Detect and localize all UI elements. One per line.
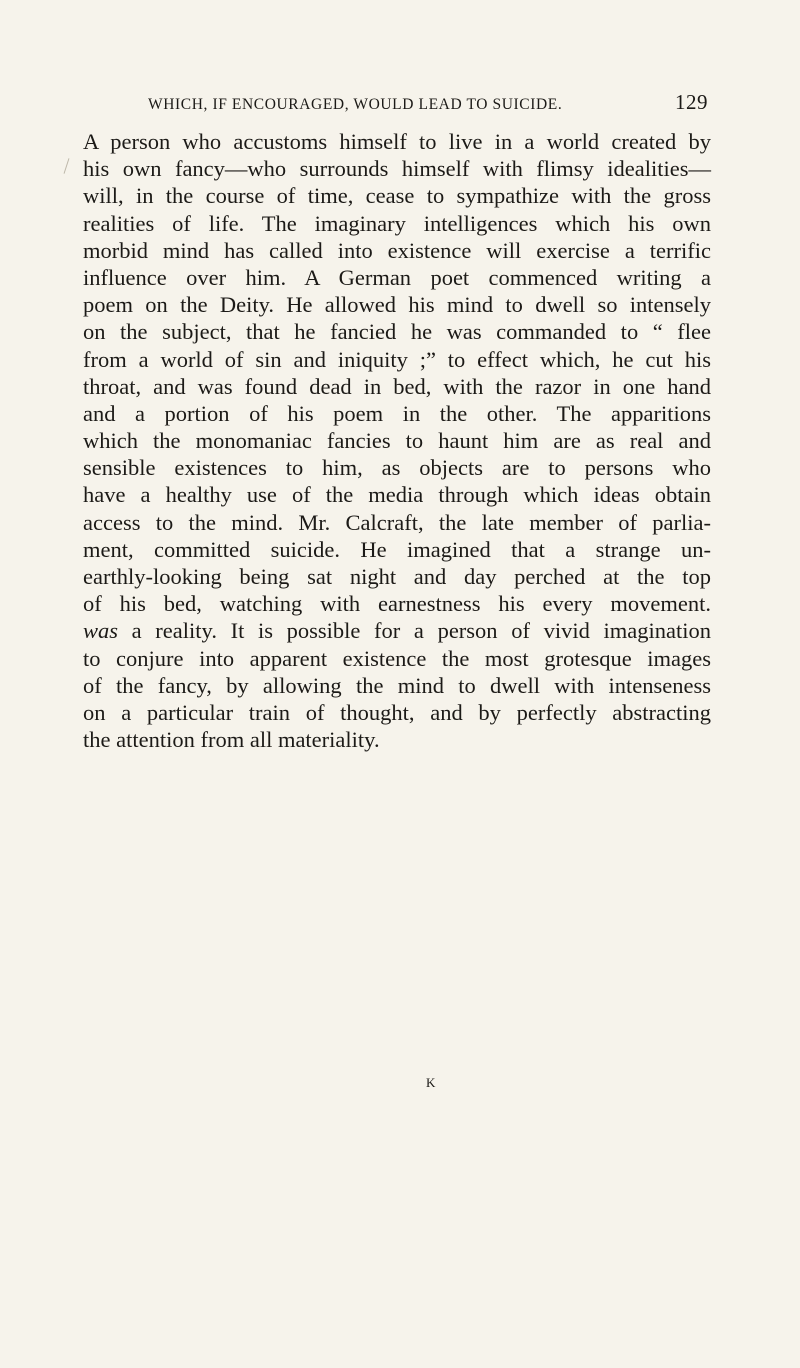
text-line: influence over him. A German poet commenced writing a [83, 264, 711, 290]
text-line: of his bed, watching with earnestness his every movement. [83, 591, 711, 617]
text-line: have a healthy use of the media through which ideas obtain [83, 482, 711, 508]
italic-word: was [83, 618, 119, 644]
text-line: sensible existences to him, as objects are to persons who [83, 455, 711, 481]
signature-mark: K [426, 1075, 436, 1090]
text-line: ment, committed suicide. He imagined that a strange un- [83, 536, 711, 562]
running-head [148, 90, 708, 116]
text-line: earthly-looking being sat night and day perched at the top [83, 564, 711, 589]
text-line: poem on the Deity. He allowed his mind to dwell so intensely [83, 292, 711, 318]
text-line: and a portion of his poem in the other. The apparitions [83, 400, 711, 426]
text-line: his own fancy—who surrounds himself with flimsy idealities— [83, 156, 711, 182]
text-line: from a world of sin and iniquity ;” to effect which, he cut his [83, 346, 711, 372]
text-line: the attention from all materiality. [83, 727, 380, 753]
text-line: access to the mind. Mr. Calcraft, the late member of parlia- [83, 509, 711, 535]
text-line: of the fancy, by allowing the mind to dwell with intenseness [83, 672, 711, 698]
text-line: realities of life. The imaginary intelligences which his own [83, 210, 711, 236]
text-line: morbid mind has called into existence will exercise a terrific [83, 237, 711, 263]
text-line: on a particular train of thought, and by perfectly abstracting [83, 699, 711, 725]
text-line: on the subject, that he fancied he was commanded to “ flee [83, 319, 711, 345]
page-number: 129 [675, 90, 708, 114]
running-title: WHICH, IF ENCOURAGED, WOULD LEAD TO SUICIDE. [148, 96, 563, 113]
body-paragraph [83, 128, 711, 753]
text-line: to conjure into apparent existence the most grotesque images [83, 645, 711, 671]
text-line: A person who accustoms himself to live in a world created by [83, 129, 711, 154]
text-line: throat, and was found dead in bed, with the razor in one hand [83, 373, 711, 399]
text-line: will, in the course of time, cease to sympathize with the gross [83, 183, 711, 209]
text-line-rest: a reality. It is possible for a person of vivid imagination [118, 618, 711, 644]
text-line: which the monomaniac fancies to haunt him are as real and [83, 428, 711, 454]
margin-mark [64, 158, 70, 174]
text-line-italic [83, 617, 711, 644]
